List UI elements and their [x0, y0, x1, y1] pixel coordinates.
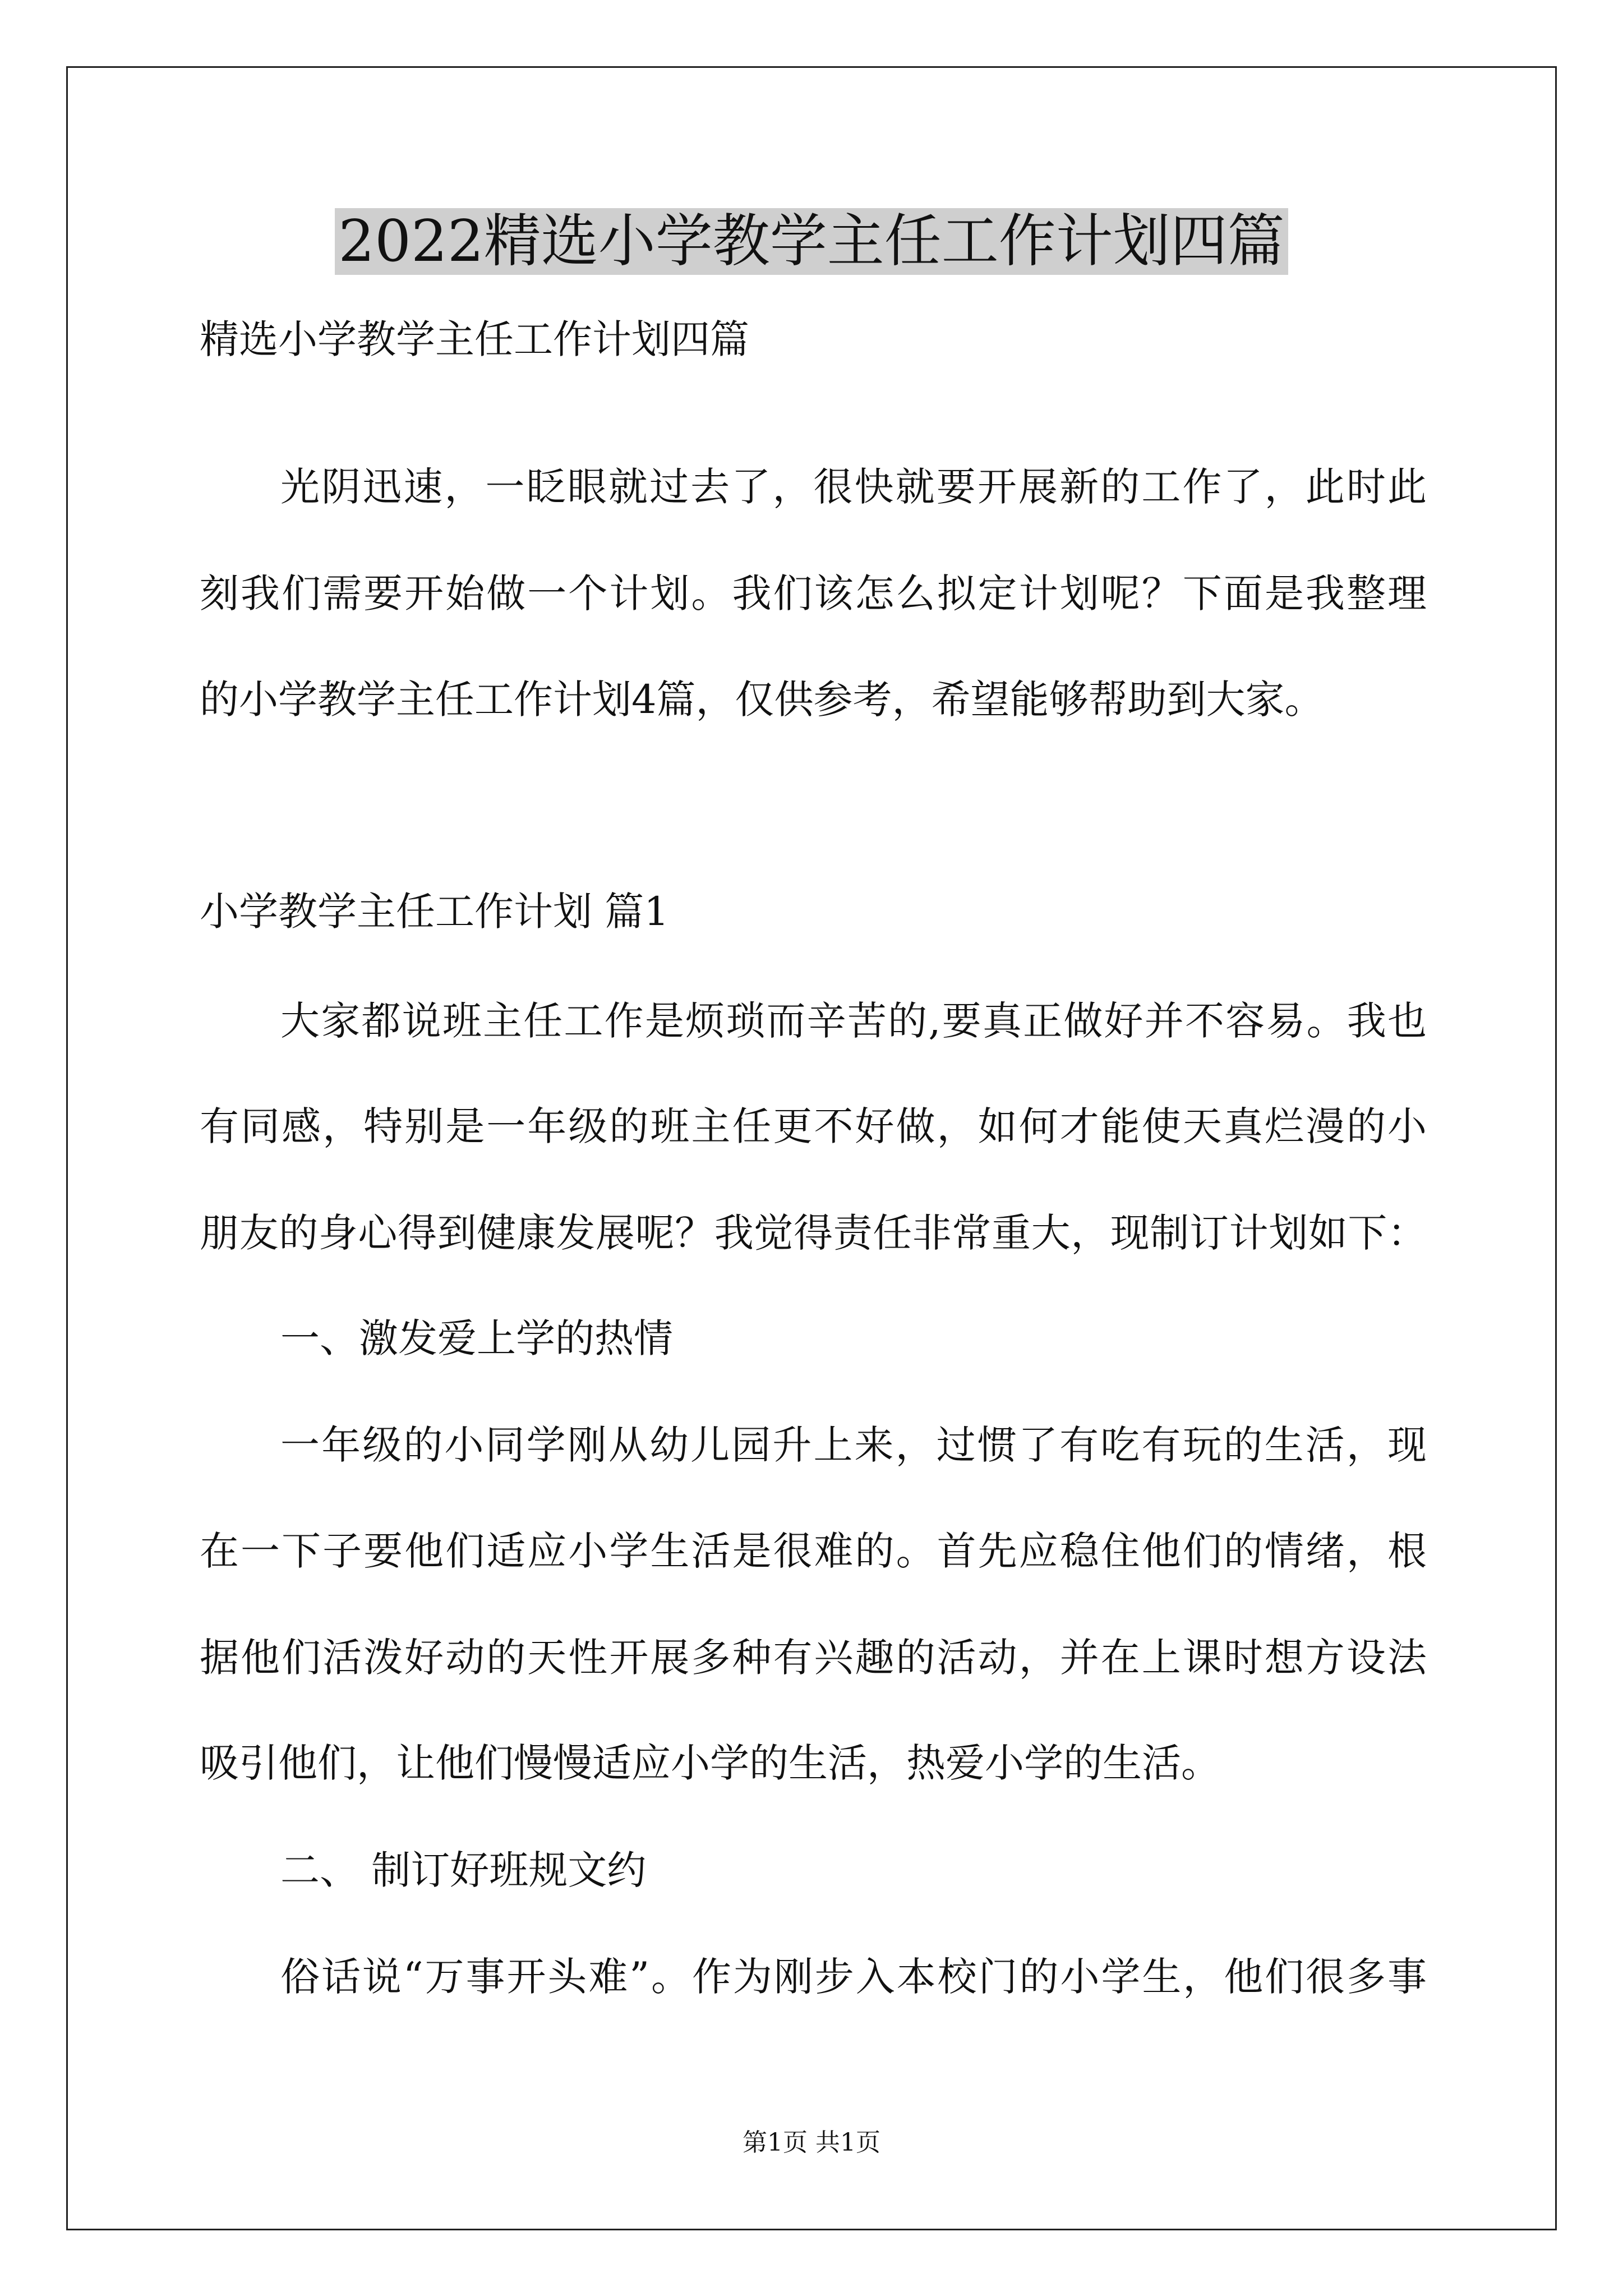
document-title-text: 2022精选小学教学主任工作计划四篇 — [335, 208, 1288, 275]
document-subtitle: 精选小学教学主任工作计划四篇 — [200, 316, 749, 362]
section-para-line-2: 有同感，特别是一年级的班主任更不好做，如何才能使天真烂漫的小 — [200, 1103, 1427, 1149]
intro-line-1: 光阴迅速，一眨眼就过去了，很快就要开展新的工作了，此时此 — [280, 464, 1427, 510]
section-para-line-3: 朋友的身心得到健康发展呢？我觉得责任非常重大，现制订计划如下： — [200, 1210, 1427, 1256]
page-footer: 第1页 共1页 — [743, 2128, 880, 2157]
section-para-line-1: 大家都说班主任工作是烦琐而辛苦的,要真正做好并不容易。我也 — [280, 998, 1427, 1044]
item1-line-2: 在一下子要他们适应小学生活是很难的。首先应稳住他们的情绪，根 — [200, 1528, 1427, 1574]
item2-line-1: 俗话说“万事开头难”。作为刚步入本校门的小学生，他们很多事 — [280, 1954, 1427, 2000]
item1-line-4: 吸引他们，让他们慢慢适应小学的生活，热爱小学的生活。 — [200, 1740, 1220, 1786]
intro-line-2: 刻我们需要开始做一个计划。我们该怎么拟定计划呢？下面是我整理 — [200, 570, 1427, 616]
intro-line-3: 的小学教学主任工作计划4篇，仅供参考，希望能够帮助到大家。 — [200, 677, 1324, 723]
section-heading: 小学教学主任工作计划 篇1 — [200, 889, 669, 935]
document-title — [0, 200, 1623, 284]
item-heading-2: 二、 制订好班规文约 — [280, 1847, 647, 1893]
item-heading-1: 一、激发爱上学的热情 — [280, 1315, 673, 1361]
item1-line-3: 据他们活泼好动的天性开展多种有兴趣的活动，并在上课时想方设法 — [200, 1635, 1427, 1681]
item1-line-1: 一年级的小同学刚从幼儿园升上来，过惯了有吃有玩的生活，现 — [280, 1422, 1427, 1468]
